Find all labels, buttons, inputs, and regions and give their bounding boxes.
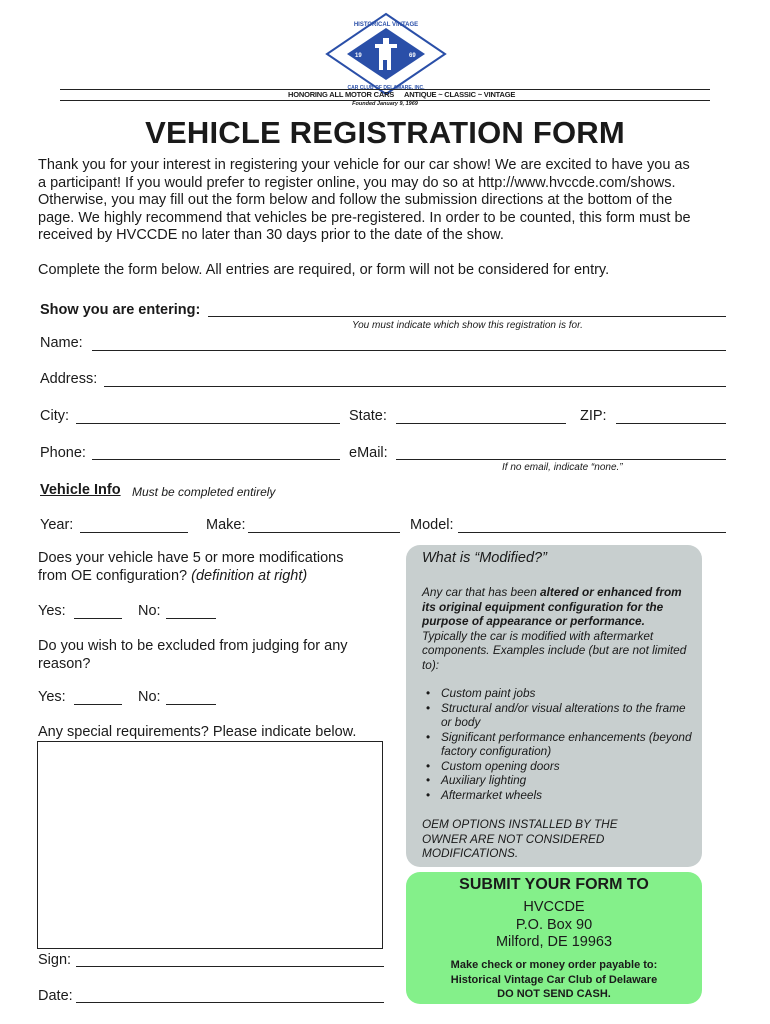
list-item: • Aftermarket wheels <box>422 788 692 803</box>
email-label: eMail: <box>349 445 388 461</box>
logo-year-left: 19 <box>355 53 362 59</box>
sign-label: Sign: <box>38 952 72 968</box>
intro-line: Thank you for your interest in registering your vehicle for our car show! We are excited to have you as <box>38 157 690 173</box>
payment-instructions <box>406 958 702 1002</box>
modifications-question-line: from OE configuration? <box>38 568 188 584</box>
email-field[interactable] <box>396 459 726 460</box>
sign-field[interactable] <box>76 966 384 967</box>
intro-line: Otherwise, you may fill out the form below and follow the submission directions at the bottom of the <box>38 192 673 208</box>
zip-label: ZIP: <box>580 408 607 424</box>
special-requirements-label: Any special requirements? Please indicate below. <box>38 724 357 740</box>
modifications-question-line: Does your vehicle have 5 or more modifications <box>38 550 344 566</box>
mod-yes-field[interactable] <box>74 618 122 619</box>
page-title: VEHICLE REGISTRATION FORM <box>145 115 625 150</box>
intro-line: page. We highly recommend that vehicles be pre-registered. In order to be counted, this form must be <box>38 209 691 226</box>
tagline-left: HONORING ALL MOTOR CARS <box>288 90 395 99</box>
judging-no-label: No: <box>138 689 161 705</box>
address-line: P.O. Box 90 <box>515 916 593 933</box>
form-instruction: Complete the form below. All entries are required, or form will not be considered for entry. <box>38 262 610 278</box>
address-line: HVCCDE <box>523 899 585 915</box>
list-item: • Custom paint jobs <box>422 686 692 701</box>
mod-no-field[interactable] <box>166 618 216 619</box>
modifications-question <box>38 549 343 585</box>
modified-box-intro <box>422 585 692 672</box>
state-field[interactable] <box>396 423 566 424</box>
email-note: If no email, indicate “none.” <box>502 462 623 473</box>
list-item: • Structural and/or visual alterations to the frame or body <box>422 701 692 730</box>
payment-line: DO NOT SEND CASH. <box>497 988 611 1000</box>
mailing-address <box>406 899 702 952</box>
intro-paragraph <box>38 157 738 245</box>
vehicle-info-heading: Vehicle Info <box>40 482 121 498</box>
judging-question <box>38 637 348 673</box>
model-field[interactable] <box>458 532 726 533</box>
city-label: City: <box>40 408 69 424</box>
date-field[interactable] <box>76 1002 384 1003</box>
name-field[interactable] <box>92 350 726 351</box>
judging-question-line: reason? <box>38 656 91 672</box>
judging-question-line: Do you wish to be excluded from judging for any <box>38 638 348 654</box>
zip-field[interactable] <box>616 423 726 424</box>
year-field[interactable] <box>80 532 188 533</box>
vehicle-info-note: Must be completed entirely <box>132 485 276 499</box>
logo-arc-top: HISTORICAL VINTAGE <box>353 22 419 28</box>
payment-line: Make check or money order payable to: <box>450 959 658 971</box>
logo-arc-bottom: CAR CLUB OF DELAWARE, INC. <box>347 85 425 91</box>
modified-intro-suffix: Typically the car is modified with aftermarket components. Examples include (but are not limited to): <box>422 628 687 672</box>
intro-line: received by HVCCDE no later than 30 days prior to the date of the show. <box>38 227 504 243</box>
intro-line: a participant! If you would prefer to register online, you may do so at http://www.hvccde.com/shows. <box>38 174 676 191</box>
judging-no-field[interactable] <box>166 704 216 705</box>
submit-title: SUBMIT YOUR FORM TO <box>459 876 649 893</box>
state-label: State: <box>349 408 387 424</box>
model-label: Model: <box>410 517 454 533</box>
judging-yes-label: Yes: <box>38 689 66 705</box>
judging-yes-field[interactable] <box>74 704 122 705</box>
modified-intro-prefix: Any car that has been <box>422 585 541 599</box>
modified-intro-bold: altered or enhanced from its original equipment configuration for the purpose of appearance or performance. <box>422 585 682 628</box>
phone-label: Phone: <box>40 445 86 461</box>
club-logo <box>325 12 447 96</box>
modifications-list <box>422 686 692 802</box>
logo-year-right: 69 <box>409 53 416 59</box>
show-field[interactable] <box>208 316 726 317</box>
payment-line: Historical Vintage Car Club of Delaware <box>450 973 658 986</box>
show-note: You must indicate which show this registration is for. <box>352 320 583 331</box>
modified-box-title: What is “Modified?” <box>422 550 547 566</box>
make-field[interactable] <box>248 532 400 533</box>
special-requirements-textarea[interactable] <box>37 741 383 949</box>
mod-no-label: No: <box>138 603 161 619</box>
list-item: • Custom opening doors <box>422 759 692 774</box>
year-label: Year: <box>40 517 74 533</box>
modifications-hint: (definition at right) <box>191 568 308 584</box>
make-label: Make: <box>206 517 246 533</box>
founded-date: Founded January 9, 1969 <box>352 101 418 107</box>
city-field[interactable] <box>76 423 340 424</box>
tagline-right: ANTIQUE ~ CLASSIC ~ VINTAGE <box>404 90 516 99</box>
address-label: Address: <box>40 371 98 387</box>
mod-yes-label: Yes: <box>38 603 66 619</box>
name-label: Name: <box>40 335 83 351</box>
address-field[interactable] <box>104 386 726 387</box>
phone-field[interactable] <box>92 459 340 460</box>
list-item: • Auxiliary lighting <box>422 773 692 788</box>
address-line: Milford, DE 19963 <box>495 934 613 950</box>
show-label: Show you are entering: <box>40 302 201 318</box>
date-label: Date: <box>38 988 73 1004</box>
list-item: • Significant performance enhancements (beyond factory configuration) <box>422 730 692 759</box>
oem-note: OEM OPTIONS INSTALLED BY THE OWNER ARE NOT CONSIDERED MODIFICATIONS. <box>422 817 618 860</box>
